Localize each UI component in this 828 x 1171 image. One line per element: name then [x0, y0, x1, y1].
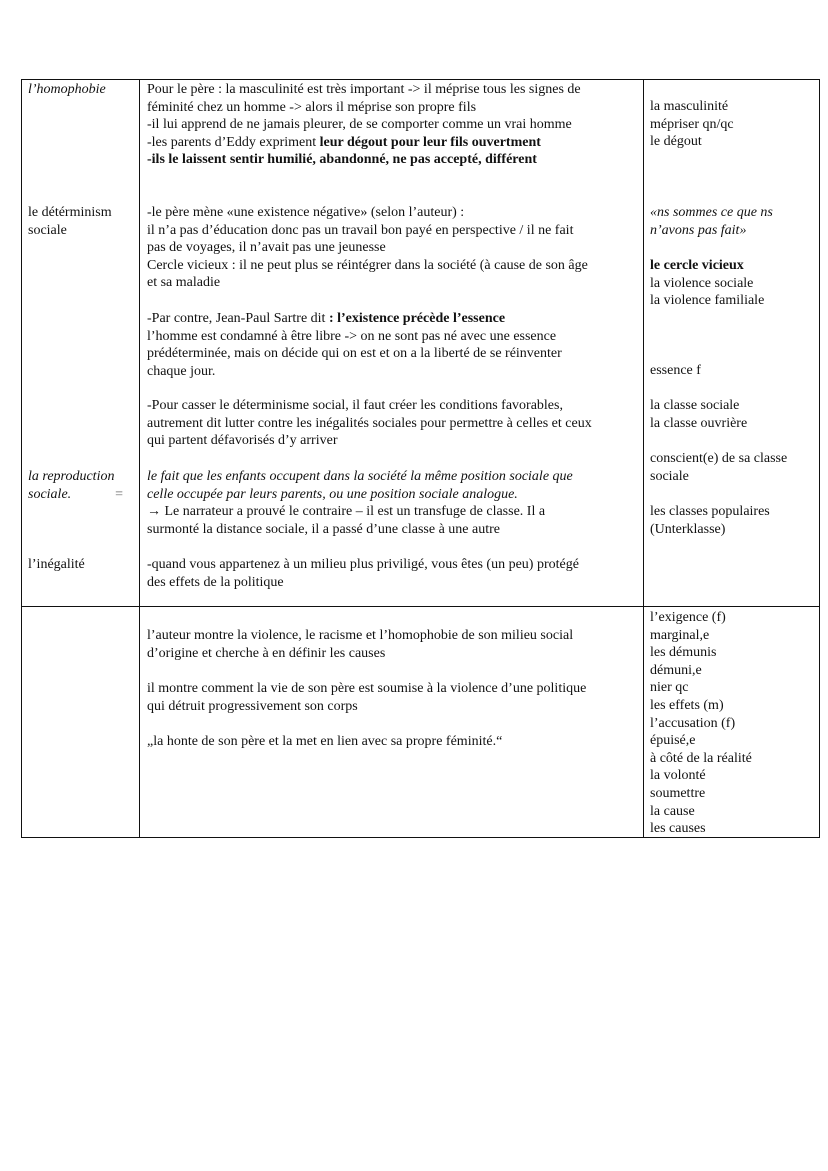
note-line: -Pour casser le déterminisme social, il faut créer les conditions favorables, [147, 398, 563, 413]
note-sartre-prefix: -Par contre, Jean-Paul Sartre dit [147, 311, 329, 326]
column-divider-2 [643, 79, 644, 838]
vocab-item: à côté de la réalité [650, 750, 752, 766]
column-divider-1 [139, 79, 140, 838]
note-line: d’origine et cherche à en définir les causes [147, 645, 386, 661]
note-line: l’auteur montre la violence, le racisme et l’homophobie de son milieu social [147, 628, 574, 643]
vocab-item: l’accusation (f) [650, 715, 736, 731]
term-determinisme-line2: sociale [28, 222, 67, 238]
vocab-item: «ns sommes ce que ns [650, 205, 773, 220]
note-parents-prefix: -les parents d’Eddy expriment [147, 134, 320, 150]
term-determinisme-line1: le détérminism [28, 205, 112, 220]
vocab-cercle [650, 257, 818, 310]
notes-casser [147, 397, 641, 450]
vocab-item: sociale [650, 468, 689, 484]
note-line: -le père mène «une existence négative» (selon l’auteur) : [147, 205, 465, 220]
term-homophobie: l’homophobie [28, 82, 106, 97]
vocab-row2 [650, 609, 818, 838]
notes-column-row1 [147, 81, 641, 169]
vocab-masculinite [650, 98, 818, 151]
vocab-item: mépriser qn/qc [650, 116, 734, 132]
note-line: il montre comment la vie de son père est soumise à la violence d’une politique [147, 681, 587, 696]
note-line: -quand vous appartenez à un milieu plus priviligé, vous êtes (un peu) protégé [147, 557, 579, 572]
vocab-item: les effets (m) [650, 697, 724, 713]
arrow-icon: → [147, 504, 161, 520]
note-line: qui détruit progressivement son corps [147, 698, 358, 714]
vocab-item: épuisé,e [650, 733, 696, 749]
vocab-item: le cercle vicieux [650, 258, 744, 273]
note-line: -il lui apprend de ne jamais pleurer, de se comporter comme un vrai homme [147, 117, 572, 133]
note-line: prédéterminée, mais on décide qui on est et on a la liberté de se réinventer [147, 346, 562, 362]
note-parents [147, 134, 641, 152]
vocab-item: nier qc [650, 680, 689, 696]
note-line: „la honte de son père et la met en lien avec sa propre féminité.“ [147, 734, 503, 749]
note-line: Cercle vicieux : il ne peut plus se réintégrer dans la société (à cause de son âge [147, 257, 588, 273]
note-line: il n’a pas d’éducation donc pas un travail bon payé en perspective / il ne fait [147, 222, 574, 238]
note-line: et sa maladie [147, 275, 221, 291]
vocab-quote [650, 204, 818, 239]
note-humilie: -ils le laissent sentir humilié, abandonné, ne pas accepté, différent [147, 152, 537, 168]
notes-reproduction [147, 468, 641, 538]
vocab-item: essence f [650, 363, 701, 378]
vocab-classes [650, 397, 818, 432]
note-line: celle occupée par leurs parents, ou une position sociale analogue. [147, 486, 518, 502]
vocab-item: les classes populaires [650, 504, 770, 519]
vocab-item: la masculinité [650, 99, 729, 114]
note-parents-bold: leur dégout pour leur fils ouvertment [319, 134, 541, 150]
term-determinisme [28, 204, 138, 239]
note-line: des effets de la politique [147, 574, 284, 590]
notes-privilegie [147, 556, 641, 591]
notes-row2-honte [147, 733, 641, 751]
vocab-conscient [650, 450, 818, 485]
notes-sartre [147, 310, 641, 380]
note-line: pas de voyages, il n’avait pas une jeunesse [147, 240, 386, 256]
term-reproduction [28, 468, 138, 503]
note-line: l’homme est condamné à être libre -> on ne sont pas né avec une essence [147, 328, 557, 344]
vocab-item: conscient(e) de sa classe [650, 451, 788, 466]
note-line: autrement dit lutter contre les inégalités sociales pour permettre à celles et ceux [147, 415, 592, 431]
note-line: Pour le père : la masculinité est très important -> il méprise tous les signes de [147, 82, 581, 97]
vocab-item: la violence familiale [650, 293, 765, 309]
equals-sign: = [115, 486, 124, 502]
term-inegalite-text: l’inégalité [28, 557, 85, 572]
terms-column-row1 [28, 81, 138, 99]
note-narrateur-line1: Le narrateur a prouvé le contraire – il est un transfuge de classe. Il a [161, 504, 546, 520]
vocab-item: la classe ouvrière [650, 415, 748, 431]
vocab-item: n’avons pas fait» [650, 222, 747, 238]
vocab-item: le dégout [650, 134, 702, 150]
note-line: le fait que les enfants occupent dans la société la même position sociale que [147, 469, 573, 484]
notes-row2-violence [147, 627, 641, 662]
note-line: qui partent défavorisés d’y arriver [147, 433, 338, 449]
note-line: surmonté la distance sociale, il a passé d’une classe à une autre [147, 521, 500, 537]
vocab-essence [650, 362, 818, 380]
term-inegalite [28, 556, 138, 574]
vocab-item: la violence sociale [650, 275, 754, 291]
vocab-item: démuni,e [650, 662, 702, 678]
vocab-item: les démunis [650, 645, 717, 661]
term-reproduction-line1: la reproduction [28, 469, 115, 484]
vocab-item: les causes [650, 821, 706, 837]
vocab-item: soumettre [650, 785, 706, 801]
note-line: chaque jour. [147, 363, 216, 379]
note-sartre-bold: : l’existence précède l’essence [328, 311, 506, 326]
vocab-populaires [650, 503, 818, 538]
vocab-item: la classe sociale [650, 398, 740, 413]
vocab-item: l’exigence (f) [650, 610, 726, 625]
notes-row2-pere [147, 680, 641, 715]
note-line: féminité chez un homme -> alors il méprise son propre fils [147, 99, 477, 115]
vocab-item: la cause [650, 803, 695, 819]
notes-pere [147, 204, 641, 292]
term-reproduction-line2: sociale. [28, 486, 72, 502]
vocab-item: (Unterklasse) [650, 521, 726, 537]
vocab-item: la volonté [650, 768, 706, 784]
row-divider [21, 606, 820, 607]
vocab-item: marginal,e [650, 627, 710, 643]
